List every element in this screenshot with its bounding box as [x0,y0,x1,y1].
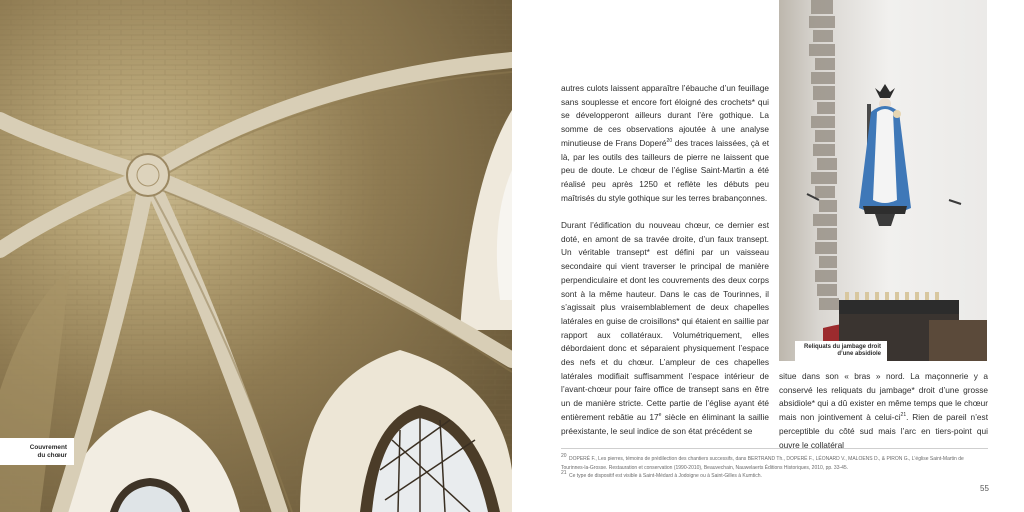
paragraph-1-text-b: des traces laissées, çà et là, par les outils des tailleurs de pierre ne laissent que peu de doute. Le chœur de l’église Saint-Martin a été réalisé peu après 1250 et reflète les débuts peu maîtrisés du style gothique sur les terres brabançonnes. [561,137,769,203]
caption-vault-line-1: Couvrement [29,444,67,451]
paragraph-3-text-a: situe dans son « bras » nord. La maçonnerie y a conservé les reliquats du jambage* droit d’une grosse absidiole* qui a dû exister en même temps que le chœur mais non jointivement à celui-ci [779,371,988,423]
paragraph-2-text-a: Durant l’édification du nouveau chœur, ce dernier est doté, en amont de sa travée droite, d’un faux transept. Un véritable transept* est défini par un vaisseau secondaire qui vient traverser le principal de manière perpendiculaire et dont les couvrements des deux corps sont à la même hauteur. Dans le cas de Tourinnes, il s’agissait plus vraisemblablement de deux chapelles latérales en guise de croisillons* qui étaient en saillie par rapport aux collatéraux. Volumétriquement, elles débordaient donc et séparaient physiquement l’espace des nefs et du chœur. L’ampleur de ces chapelles latérales modifiait suffisamment l’espace intérieur de l’avant-chœur pour faire office de transept sans en être un de manière stricte. Cette partie de l’église ayant été entièrement rebâtie au 17 [561,220,770,422]
caption-statue-line-1: Reliquats du jambage droit [803,344,881,350]
page-number: 55 [980,484,989,493]
footnote-text: Ce type de dispositif est visible à Saint-Médard à Jodoigne ou à Saint-Gilles à Kumtich. [569,473,762,479]
caption-statue [795,341,887,361]
statue-illustration [779,0,987,361]
caption-vault-line-2: du chœur [37,452,67,459]
century-superscript: e [658,412,662,419]
footnote-21: $^{21}$ Ce type de dispositif est visible à Saint-Médard à Jodoigne ou à Saint-Gilles à Kumtich. [561,470,762,479]
statue-photo [779,0,987,361]
footnote-text: DOPERÉ F., Les pierres, témoins de prédilection des chantiers successifs, dans BERTRAND Th., DOPERÉ F., LÉONARD V., MALOENS D., & PIRON G., L’église Saint-Martin de Tourinnes-la-Grosse. Restauration et conservation (1990-2010), Beauvechain, Nauwelaerts Éditions Historiques, 2010, pp. 33-45. [561,456,964,471]
caption-statue-line-2: d’une absidiole [837,351,881,358]
footnote-20: $^{20}$ DOPERÉ F., Les pierres, témoins de prédilection des chantiers successifs, dans BERTRAND Th., DOPERÉ F., LÉONARD V., MALOENS D., & PIRON G., L’église Saint-Martin de Tourinnes-la-Grosse. Restauration et conservation (1990-2010), Beauvechain, Nauwelaerts Éditions Historiques, 2010, pp. 33-45. [561,453,964,471]
footnotes [561,455,988,481]
paragraph-1-text-a: autres culots laissent apparaître l’ébauche d’un feuillage sans souplesse et encore fort éloigné des crochets* qui se développeront ailleurs durant l’ère gothique. La somme de ces observations ajoutée à une analyse minutieuse de Frans Doperé [561,83,769,148]
paragraph-2-text-b: siècle en éliminant la saillie préexistante, le seul indice de son état précédent se [561,411,769,436]
caption-vault [0,438,74,465]
footnote-divider [561,448,988,449]
keystone [127,154,169,196]
footnote-ref-20[interactable]: 20 [666,138,673,145]
footnote-ref-21[interactable]: 21 [900,412,907,419]
paragraph-3-text-b: . Rien de pareil n’est perceptible du côté sud mais l’arc en tiers-point qui ouvre le collatéral [779,412,988,450]
paragraph-1 [561,82,769,205]
paragraph-3 [779,370,988,452]
paragraph-2 [561,219,769,438]
